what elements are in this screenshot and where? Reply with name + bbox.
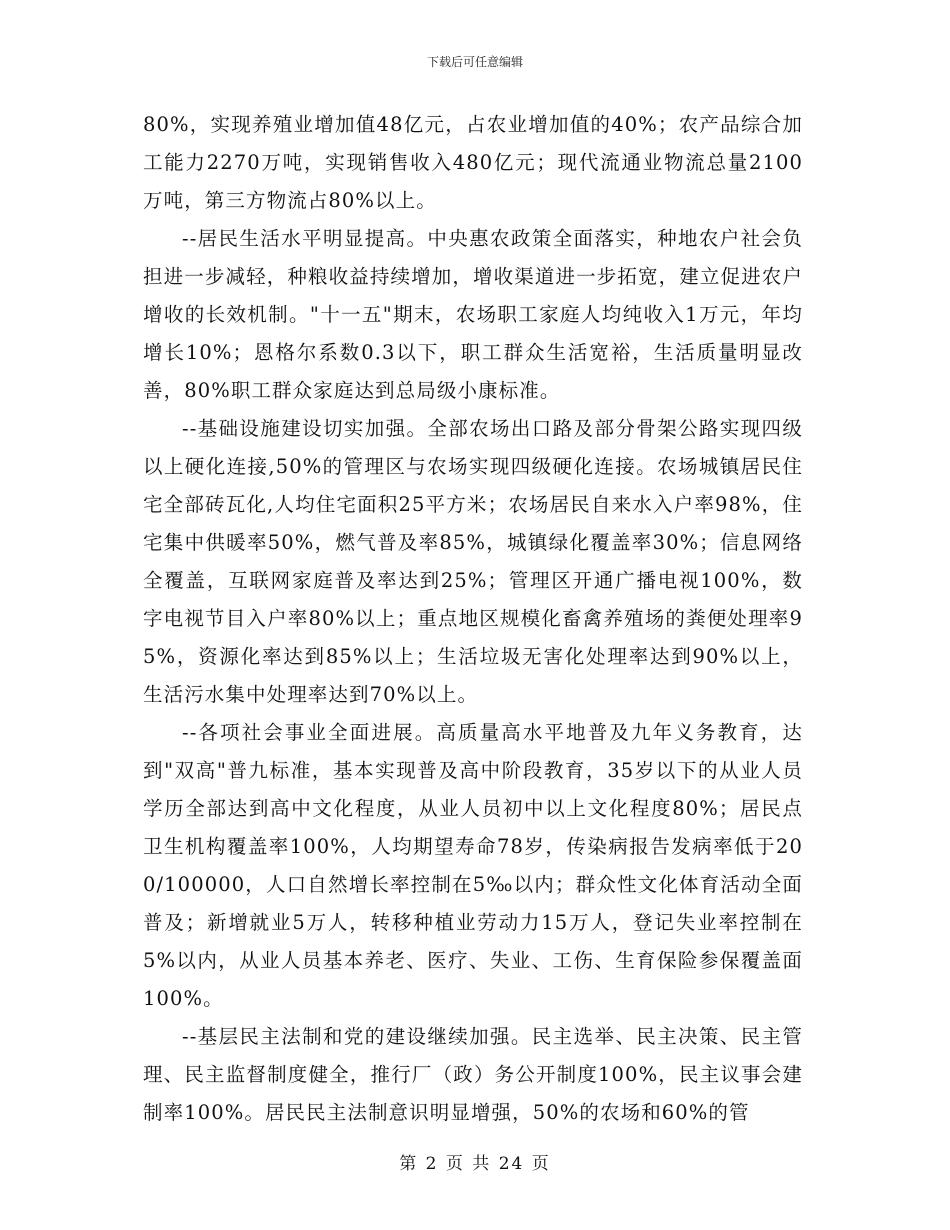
paragraph-infrastructure: --基础设施建设切实加强。全部农场出口路及部分骨架公路实现四级以上硬化连接,50%的管理区与农场实现四级硬化连接。农场城镇居民住宅全部砖瓦化,人均住宅面积25平方米；农场居民自来水入户率98%，住宅集中供暖率50%，燃气普及率85%，城镇绿化覆盖率30%；信息网络全覆盖，互联网家庭普及率达到25%；管理区开通广播电视100%，数字电视节目入户率80%以上；重点地区规模化畜禽养殖场的粪便处理率95%，资源化率达到85%以上；生活垃圾无害化处理率达到90%以上，生活污水集中处理率达到70%以上。	[143, 417, 803, 706]
paragraph-democracy-legal: --基层民主法制和党的建设继续加强。民主选举、民主决策、民主管理、民主监督制度健全，推行厂（政）务公开制度100%，民主议事会建制率100%。居民民主法制意识明显增强，50%的农场和60%的管	[143, 1025, 803, 1124]
document-body	[143, 106, 803, 1132]
paragraph-continuation: 80%，实现养殖业增加值48亿元，占农业增加值的40%；农产品综合加工能力2270万吨，实现销售收入480亿元；现代流通业物流总量2100万吨，第三方物流占80%以上。	[143, 113, 803, 212]
paragraph-social-undertakings: --各项社会事业全面进展。高质量高水平地普及九年义务教育，达到"双高"普九标准，基本实现普及高中阶段教育，35岁以下的从业人员学历全部达到高中文化程度，从业人员初中以上文化程度80%；居民点卫生机构覆盖率100%，人均期望寿命78岁，传染病报告发病率低于200/100000，人口自然增长率控制在5‰以内；群众性文化体育活动全面普及；新增就业5万人，转移种植业劳动力15万人，登记失业率控制在5%以内，从业人员基本养老、医疗、失业、工伤、生育保险参保覆盖面100%。	[143, 721, 803, 1010]
page-header: 下载后可任意编辑	[426, 55, 523, 69]
paragraph-living-standards: --居民生活水平明显提高。中央惠农政策全面落实，种地农户社会负担进一步减轻，种粮收益持续增加，增收渠道进一步拓宽，建立促进农户增收的长效机制。"十一五"期末，农场职工家庭人均纯收入1万元，年均增长10%；恩格尔系数0.3以下，职工群众生活宽裕，生活质量明显改善，80%职工群众家庭达到总局级小康标准。	[143, 227, 803, 402]
page-number-footer: 第 2 页 共 24 页	[399, 1154, 551, 1174]
